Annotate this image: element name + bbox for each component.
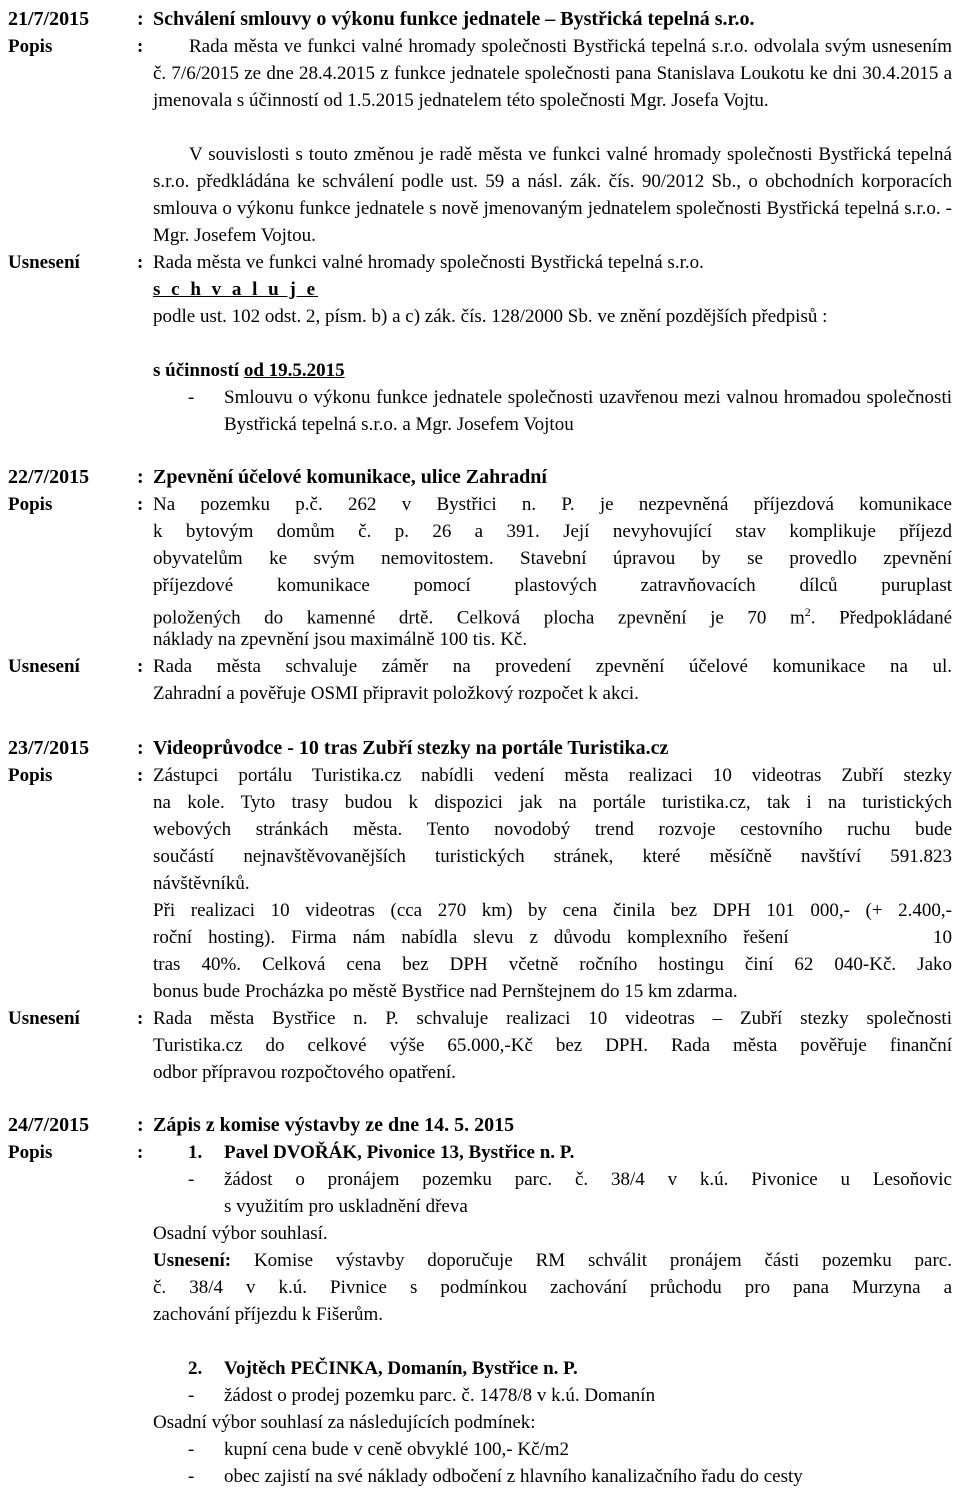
record-date: 21/7/2015: [8, 8, 90, 30]
condition-line: obec zajistí na své náklady odbočení z hlavního kanalizačního řadu do cesty: [224, 1466, 803, 1487]
usneseni-line: odbor přípravou rozpočtového opatření.: [153, 1062, 456, 1083]
usneseni-line: Turistika.cz do celkové výše 65.000,-Kč bez DPH. Rada města pověřuje finanční: [153, 1035, 952, 1056]
committee-note: Osadní výbor souhlasí.: [153, 1223, 328, 1244]
usneseni-basis: podle ust. 102 odst. 2, písm. b) a c) zák. čís. 128/2000 Sb. ve znění pozdějších předpisů :: [153, 306, 828, 327]
popis-line: součástí nejnavštěvovanějších turistických stránek, které měsíčně navštíví 591.823: [153, 846, 952, 867]
record-date: 23/7/2015: [8, 737, 90, 759]
item-number: 2.: [188, 1358, 203, 1379]
usneseni-label: Usnesení: [8, 252, 80, 273]
resolution-line: Usnesení: Komise výstavby doporučuje RM schválit pronájem části pozemku parc.: [153, 1250, 952, 1271]
item-name: Vojtěch PEČINKA, Domanín, Bystřice n. P.: [224, 1358, 578, 1379]
resolution-line: č. 38/4 v k.ú. Pivnice s podmínkou zachování průchodu pro pana Murzyna a: [153, 1277, 952, 1298]
popis-line: Při realizaci 10 videotras (cca 270 km) by cena činila bez DPH 101 000,- (+ 2.400,-: [153, 900, 952, 921]
popis-line: tras 40%. Celková cena bez DPH včetně ročního hostingu činí 62 040-Kč. Jako: [153, 954, 952, 975]
popis-line: na kole. Tyto trasy budou k dispozici jak na portále turistika.cz, tak i na turistických: [153, 792, 952, 813]
request-line: žádost o prodej pozemku parc. č. 1478/8 v k.ú. Domanín: [224, 1385, 656, 1406]
item-name: Pavel DVOŘÁK, Pivonice 13, Bystřice n. P.: [224, 1142, 575, 1163]
item-number: 1.: [188, 1142, 203, 1163]
popis-line: Na pozemku p.č. 262 v Bystřici n. P. je nezpevněná příjezdová komunikace: [153, 494, 952, 515]
popis-line: návštěvníků.: [153, 873, 250, 894]
popis-label: Popis: [8, 1142, 53, 1163]
usneseni-item: Smlouvu o výkonu funkce jednatele společnosti uzavřenou mezi valnou hromadou společnosti Bystřická tepelná s.r.o. a Mgr. Josefem Vojtou: [224, 387, 952, 435]
committee-note: Osadní výbor souhlasí za následujících podmínek:: [153, 1412, 536, 1433]
usneseni-line: Zahradní a pověřuje OSMI připravit položkový rozpočet k akci.: [153, 683, 639, 704]
usneseni-intro: Rada města ve funkci valné hromady společnosti Bystřická tepelná s.r.o.: [153, 252, 704, 273]
usneseni-line: Rada města schvaluje záměr na provedení zpevnění účelové komunikace na ul.: [153, 656, 952, 677]
record-title: Zpevnění účelové komunikace, ulice Zahradní: [153, 466, 547, 488]
popis-label: Popis: [8, 36, 53, 57]
popis-line: příjezdové komunikace pomocí plastových zatravňovacích dílců puruplast: [153, 575, 952, 596]
popis-paragraph: V souvislosti s touto změnou je radě města ve funkci valné hromady společnosti Bystřická tepelná s.r.o. předkládána ke schválení podle ust. 59 a násl. zák. čís. 90/2012 Sb., o obchodních korporacích smlouva o výkonu funkce jednatele s nově jmenovaným jednatelem společnosti Bystřická tepelná s.r.o. - Mgr. Josefem Vojtou.: [153, 144, 952, 246]
popis-line: webových stránkách města. Tento novodobý trend rozvoje cestovního ruchu bude: [153, 819, 952, 840]
request-line: žádost o pronájem pozemku parc. č. 38/4 v k.ú. Pivonice u Lesoňovic: [224, 1169, 952, 1190]
usneseni-line: Rada města Bystřice n. P. schvaluje realizaci 10 videotras – Zubří stezky společnosti: [153, 1008, 952, 1029]
popis-line: obyvatelům ke svým nemovitostem. Stavební úpravou by se provedlo zpevnění: [153, 548, 952, 569]
record-title: Schválení smlouvy o výkonu funkce jednatele – Bystřická tepelná s.r.o.: [153, 8, 755, 30]
record-date: 24/7/2015: [8, 1114, 90, 1136]
usneseni-label: Usnesení: [8, 656, 80, 677]
resolution-line: zachování příjezdu k Fišerům.: [153, 1304, 384, 1325]
popis-line: položených do kamenné drtě. Celková plocha zpevnění je 70 $m^2$. Předpokládané: [153, 605, 953, 629]
usneseni-verb: s c h v a l u j e: [153, 279, 318, 300]
request-line: s využitím pro uskladnění dřeva: [224, 1196, 468, 1217]
popis-paragraph: Rada města ve funkci valné hromady společnosti Bystřická tepelná s.r.o. odvolala svým usnesením č. 7/6/2015 ze dne 28.4.2015 z funkce jednatele společnosti pana Stanislava Loukotu ke dni 30.4.2015 a jmenovala s účinností od 1.5.2015 jednatelem této společnosti Mgr. Josefa Vojtu.: [153, 36, 952, 111]
popis-line: náklady na zpevnění jsou maximálně 100 tis. Kč.: [153, 629, 528, 650]
record-title: Zápis z komise výstavby ze dne 14. 5. 2015: [153, 1114, 515, 1136]
popis-line: bonus bude Procházka po městě Bystřice nad Pernštejnem do 15 km zdarma.: [153, 981, 738, 1002]
popis-label: Popis: [8, 765, 53, 786]
popis-line: roční hosting). Firma nám nabídla slevu z důvodu komplexního řešení 10: [153, 927, 952, 948]
popis-line: Zástupci portálu Turistika.cz nabídli vedení města realizaci 10 videotras Zubří stezky: [153, 765, 952, 786]
condition-line: kupní cena bude v ceně obvyklé 100,- Kč/m2: [224, 1439, 570, 1460]
usneseni-effect: s účinností od 19.5.2015: [153, 360, 345, 381]
usneseni-label: Usnesení: [8, 1008, 80, 1029]
popis-line: k bytovým domům č. p. 26 a 391. Její nevyhovující stav komplikuje příjezd: [153, 521, 952, 542]
popis-label: Popis: [8, 494, 53, 515]
record-date: 22/7/2015: [8, 466, 90, 488]
record-title: Videoprůvodce - 10 tras Zubří stezky na portále Turistika.cz: [153, 737, 669, 759]
